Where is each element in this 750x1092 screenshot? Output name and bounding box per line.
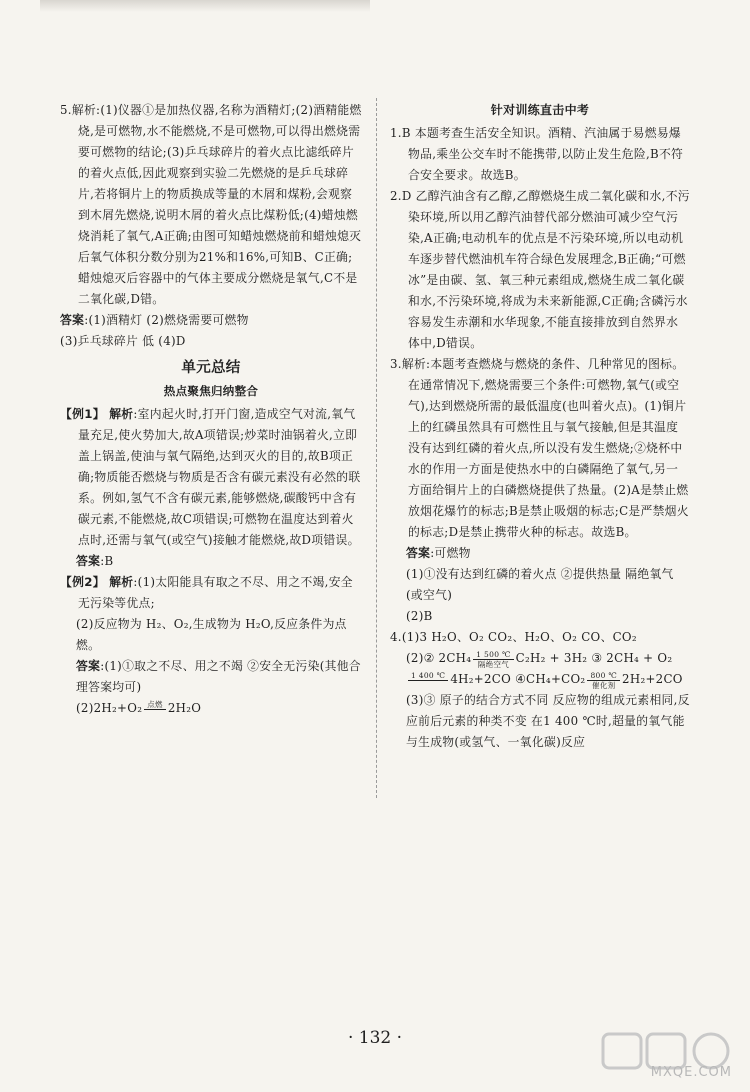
column-divider xyxy=(376,98,377,798)
equation-part: 4H₂+2CO ④CH₄+CO₂ xyxy=(450,672,586,686)
condition-spacer xyxy=(144,710,166,719)
example-2-text-2: (2)反应物为 H₂、O₂,生成物为 H₂O,反应条件为点燃。 xyxy=(76,617,347,652)
section-subtitle-hotspots: 热点聚焦归纳整合 xyxy=(163,384,259,398)
answer-label: 答案 xyxy=(76,554,101,568)
q5-answer-line-2: (3)乒乓球碎片 低 (4)D xyxy=(60,334,186,348)
equation-part: C₂H₂ + 3H₂ ③ 2CH₄ + O₂ xyxy=(515,651,673,665)
equation-right: 2H₂O xyxy=(167,701,202,715)
watermark-text: MXQE.COM xyxy=(650,1065,732,1080)
example-2-label: 【例2】 解析 xyxy=(60,575,134,589)
section-title-unit-summary: 单元总结 xyxy=(181,360,241,376)
equation-part: (2)② 2CH₄ xyxy=(406,651,472,665)
reaction-condition xyxy=(473,650,513,669)
example-1-answer-value: :B xyxy=(100,554,114,568)
answer-label: 答案 xyxy=(60,313,85,327)
reaction-condition xyxy=(144,700,166,719)
q5-analysis: 5.解析:(1)仪器①是加热仪器,名称为酒精灯;(2)酒精能燃烧,是可燃物,水不能燃烧,不是可燃物,可以得出燃烧需要可燃物的结论;(3)乒乓球碎片的着火点比滤纸碎片的着火点低,因此观察到实验二先燃烧的是乒乓球碎片,若将铜片上的物质换成等量的木屑和煤粉,会观察到木屑先燃烧,说明木屑的着火点比煤粉低;(4)蜡烛燃烧消耗了氧气,A正确;由图可知蜡烛燃烧前和蜡烛熄灭后氧气体积分数分别为21%和16%,可知B、C正确;蜡烛熄灭后容器中的气体主要成分燃烧是氧气,C不是二氧化碳,D错。 xyxy=(60,103,362,306)
question-4-line-4: (3)③ 原子的结合方式不同 反应物的组成元素相同,反应前后元素的种类不变 在1 400 ℃时,超量的氧气能与生成物(或氢气、一氧化碳)反应 xyxy=(406,693,690,749)
question-3-answer-value: :可燃物 xyxy=(430,546,471,560)
example-2-answer-value: :(1)①取之不尽、用之不竭 ②安全无污染(其他合理答案均可) xyxy=(76,659,361,694)
question-3: 3.解析:本题考查燃烧与燃烧的条件、几种常见的图标。在通常情况下,燃烧需要三个条件:可燃物,氧气(或空气),达到燃烧所需的最低温度(也叫着火点)。(1)铜片上的红磷虽然具有可燃性且与氧气接触,但是其温度没有达到红磷的着火点,所以没有发生燃烧;②烧杯中水的作用一方面是使热水中的白磷隔绝了氧气,另一方面给铜片上的白磷燃烧提供了热量。(2)A是禁止燃放烟花爆竹的标志;B是禁止吸烟的标志;C是严禁烟火的标志;D是禁止携带火种的标志。故选B。 xyxy=(390,357,689,539)
right-column xyxy=(390,100,690,753)
example-1-answer xyxy=(60,551,362,572)
question-2: 2.D 乙醇汽油含有乙醇,乙醇燃烧生成二氧化碳和水,不污染环境,所以用乙醇汽油替代部分燃油可减少空气污染,A正确;电动机车的优点是不污染环境,所以电动机车逐步替代燃油机车符合绿色发展理念,B正确;“可燃冰”是由碳、氢、氧三种元素组成,燃烧生成二氧化碳和水,不污染环境,将成为未来新能源,C正确;含磷污水容易发生赤潮和水华现象,不能直接排放到自然界水体中,D错误。 xyxy=(390,189,690,350)
example-2-equation xyxy=(60,698,362,719)
example-2 xyxy=(60,572,362,614)
page-number: · 132 · xyxy=(347,1028,403,1048)
condition-text: 点燃 xyxy=(144,700,166,710)
reaction-condition xyxy=(587,671,620,690)
question-4-line-1: 4.(1)3 H₂O、O₂ CO₂、H₂O、O₂ CO、CO₂ xyxy=(390,630,637,644)
question-4-equation-2 xyxy=(390,669,690,690)
answer-label: 答案 xyxy=(76,659,101,673)
example-1-label: 【例1】 解析 xyxy=(60,407,134,421)
left-column xyxy=(60,100,362,719)
condition-text: 800 ℃ xyxy=(587,671,620,681)
question-3-answer-2: (2)B xyxy=(406,609,433,623)
question-3-answer xyxy=(390,543,690,564)
condition-spacer xyxy=(408,681,448,690)
question-3-answer-1: (1)①没有达到红磷的着火点 ②提供热量 隔绝氧气(或空气) xyxy=(406,567,674,602)
answer-label: 答案 xyxy=(406,546,431,560)
example-2-text: :(1)太阳能具有取之不尽、用之不竭,安全无污染等优点; xyxy=(78,575,353,610)
page-top-edge xyxy=(40,0,370,12)
equation-left: (2)2H₂+O₂ xyxy=(76,701,143,715)
example-2-answer xyxy=(60,656,362,698)
reaction-condition xyxy=(408,671,448,690)
condition-text: 隔绝空气 xyxy=(477,659,510,669)
equation-part: 2H₂+2CO xyxy=(622,672,683,686)
q5-answer-1: :(1)酒精灯 (2)燃烧需要可燃物 xyxy=(84,313,249,327)
q5-answer-line-1 xyxy=(60,310,362,331)
question-4-equation-1 xyxy=(390,648,690,669)
condition-text: 1 400 ℃ xyxy=(408,671,448,681)
question-1: 1.B 本题考查生活安全知识。酒精、汽油属于易燃易爆物品,乘坐公交车时不能携带,以防止发生危险,B不符合安全要求。故选B。 xyxy=(390,126,684,182)
example-1-text: :室内起火时,打开门窗,造成空气对流,氧气量充足,使火势加大,故A项错误;炒菜时油锅着火,立即盖上锅盖,使油与氧气隔绝,达到灭火的目的,故B项正确;物质能否燃烧与物质是否含有碳元素没有必然的联系。例如,氢气不含有碳元素,能够燃烧,碳酸钙中含有碳元素,不能燃烧,故C项错误;可燃物在温度达到着火点时,还需与氧气(或空气)接触才能燃烧,故D项错误。 xyxy=(78,407,361,547)
example-1 xyxy=(60,404,362,551)
condition-text: 1 500 ℃ xyxy=(473,650,513,660)
section-title-practice: 针对训练直击中考 xyxy=(490,103,590,117)
condition-text: 催化剂 xyxy=(592,680,616,690)
